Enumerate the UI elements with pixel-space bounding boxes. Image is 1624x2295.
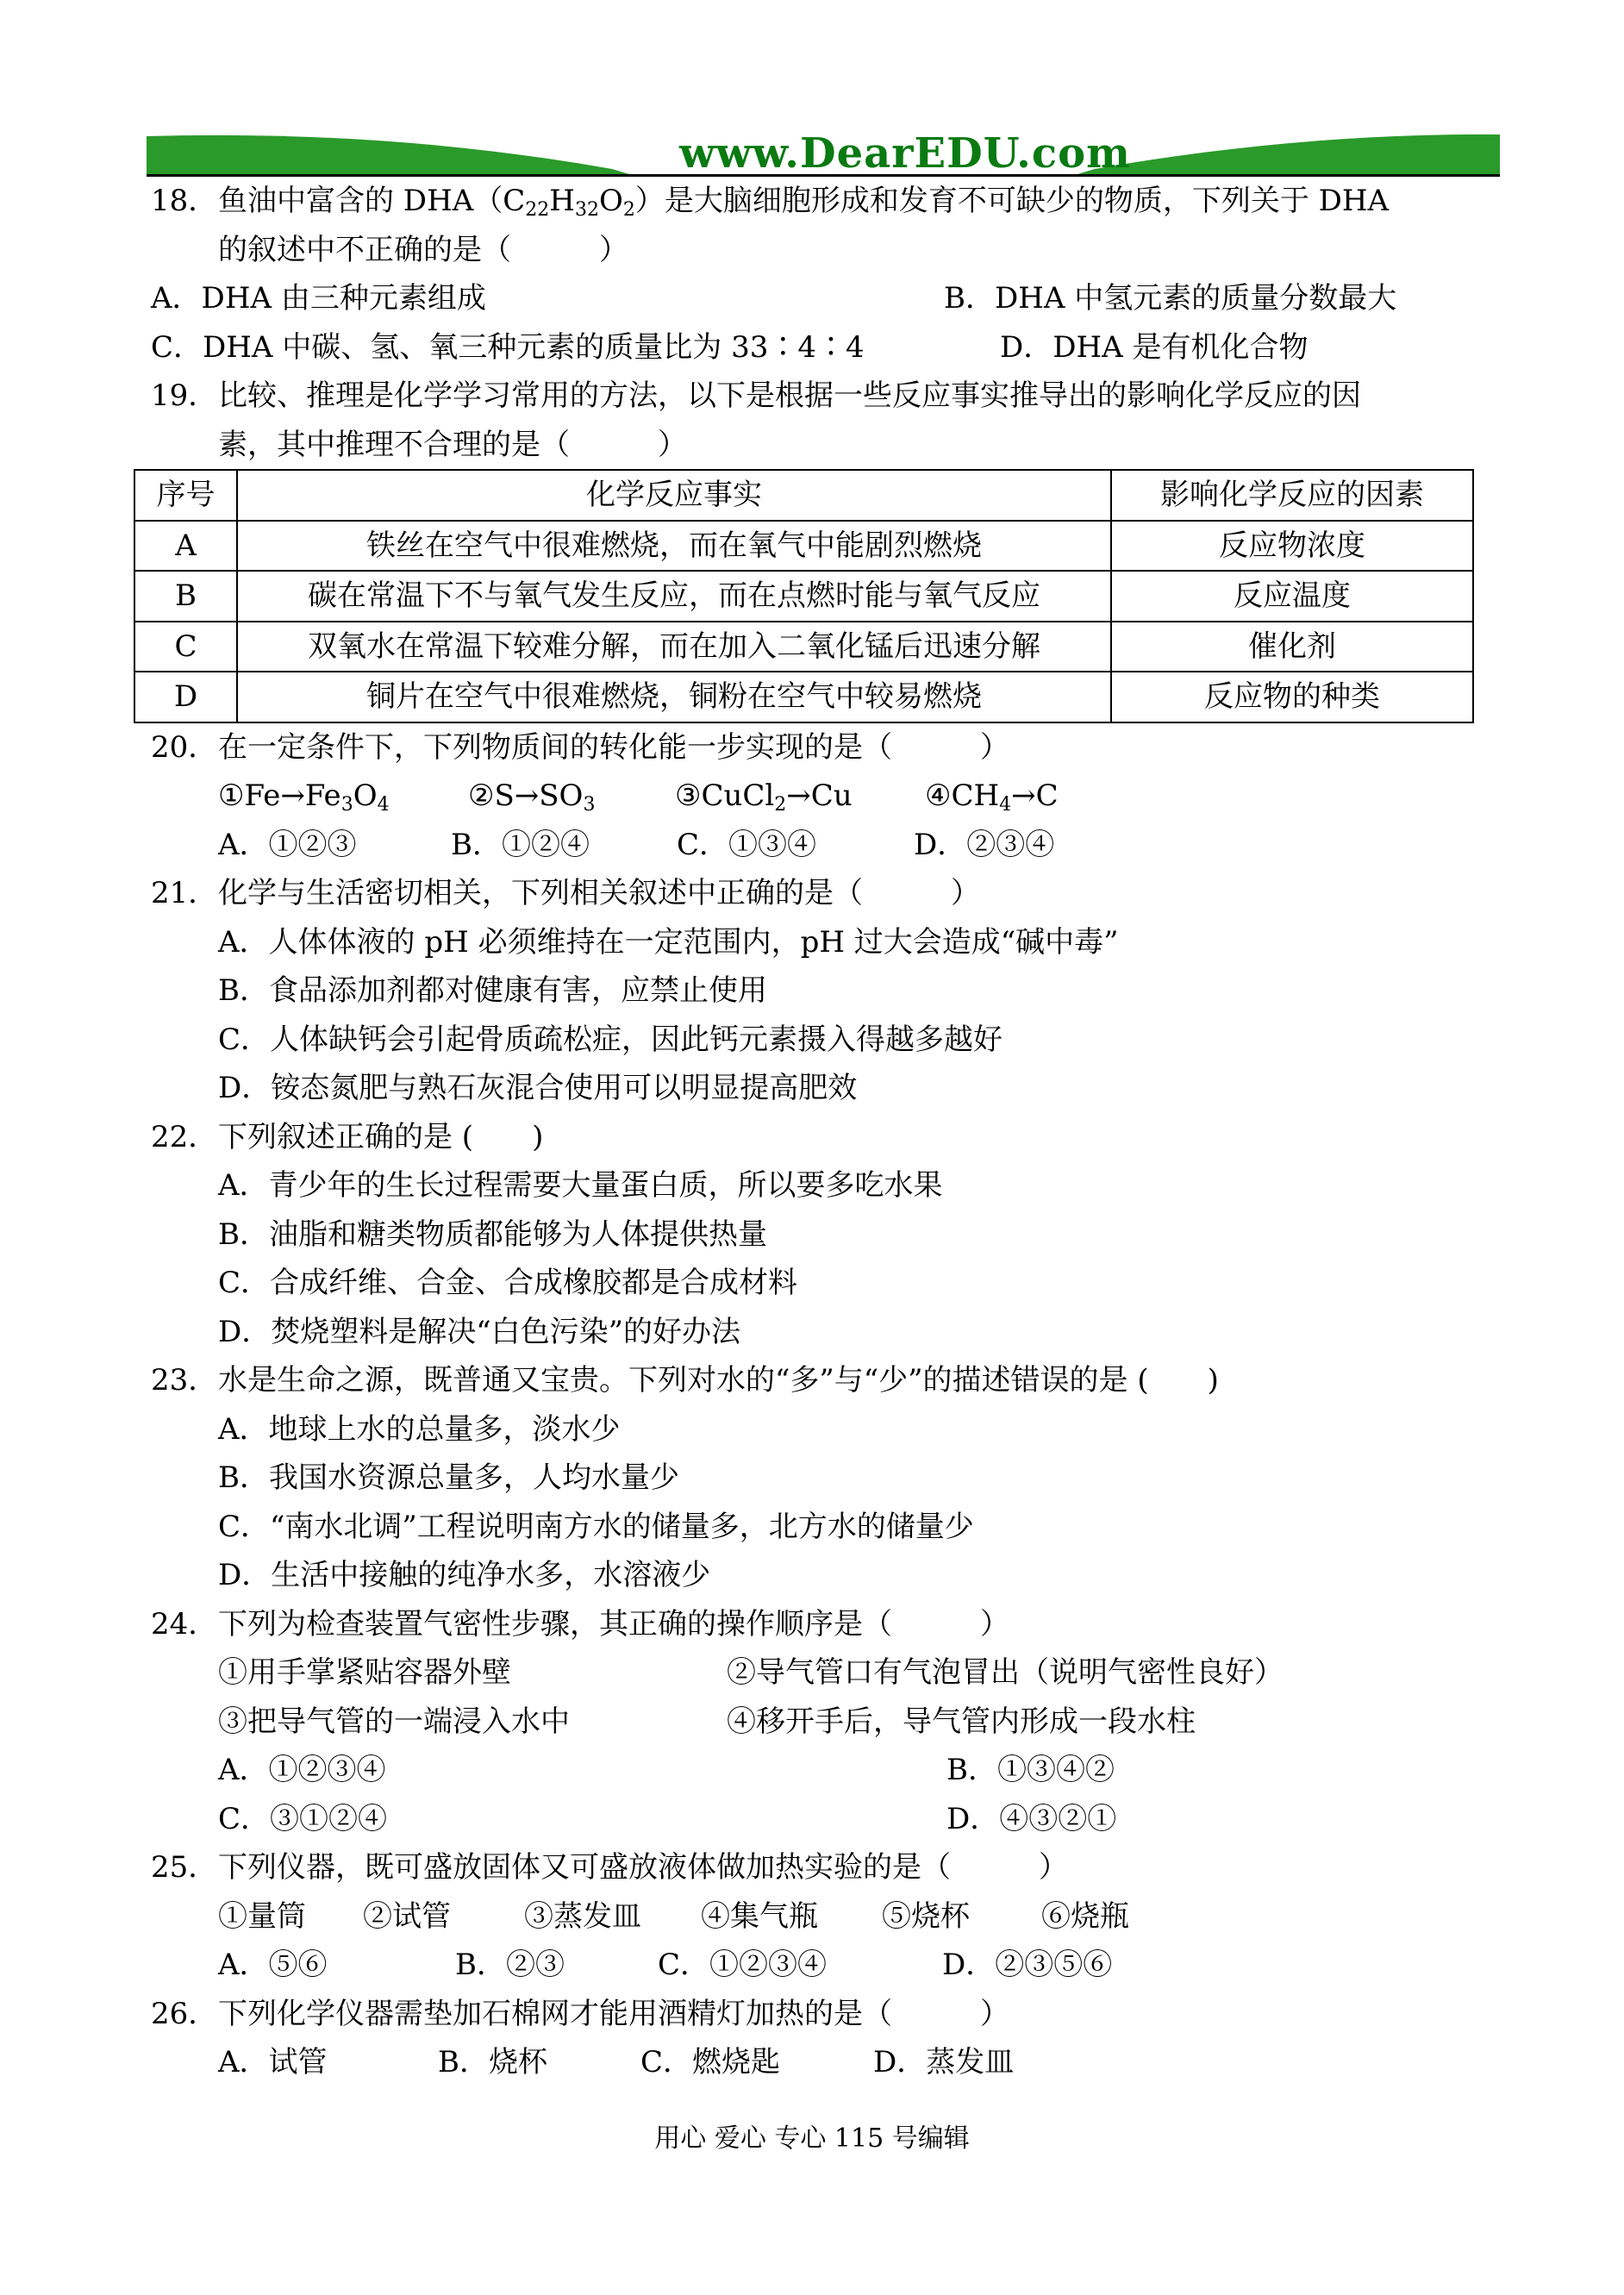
table-cell: 碳在常温下不与氧气发生反应，而在点燃时能与氧气反应 [237, 571, 1111, 622]
q22-number: 22． [151, 1119, 218, 1154]
q21-option-d: D．铵态氮肥与熟石灰混合使用可以明显提高肥效 [218, 1071, 858, 1105]
table-cell: D [134, 672, 237, 722]
q23-stem: 23．水是生命之源，既普通又宝贵。下列对水的“多”与“少”的描述错误的是 ( ) [151, 1356, 1504, 1405]
table-row [134, 672, 1473, 722]
q20-item-3: ③CuCl$_2$→Cu [675, 779, 853, 816]
table-cell: 双氧水在常温下较难分解，而在加入二氧化锰后迅速分解 [237, 622, 1111, 672]
q20-item-2: $②S\to SO_3$ [468, 779, 596, 816]
q23-option-a: A．地球上水的总量多，淡水少 [218, 1411, 621, 1447]
q20-option-a: A．①②③ [218, 827, 357, 862]
table-header: 序号 [134, 470, 237, 521]
q24-number: 24． [151, 1606, 218, 1642]
page-header [147, 129, 1500, 181]
q21-option-c: C．人体缺钙会引起骨质疏松症，因此钙元素摄入得越多越好 [218, 1022, 1003, 1057]
q25-item: ②试管 [363, 1898, 451, 1934]
q23-number: 23． [151, 1363, 218, 1398]
table-cell: 铜片在空气中很难燃烧，铜粉在空气中较易燃烧 [237, 672, 1111, 722]
q20-number: 20． [151, 729, 218, 765]
table-header: 影响化学反应的因素 [1111, 470, 1473, 521]
q18-stem-line2: 的叙述中不正确的是（ ） [218, 232, 628, 267]
q21-option-a: A．人体体液的 pH 必须维持在一定范围内，pH 过大会造成“碱中毒” [218, 924, 1119, 960]
q25-item: ⑥烧瓶 [1041, 1898, 1129, 1934]
exam-content [151, 177, 1504, 2087]
table-row [134, 622, 1473, 672]
page-footer: 用心 爱心 专心 115 号编辑 [654, 2123, 970, 2154]
q19-stem-line1: 19．比较、推理是化学学习常用的方法，以下是根据一些反应事实推导出的影响化学反应的因 [151, 372, 1504, 421]
table-header: 化学反应事实 [237, 470, 1111, 521]
q24-steps-12 [151, 1648, 1504, 1698]
table-cell: 反应物的种类 [1111, 672, 1473, 722]
header-url[interactable]: www.DearEDU.com [679, 129, 1131, 178]
q24-options-cd [151, 1795, 1504, 1844]
table-cell: B [134, 571, 237, 622]
table-cell: A [134, 521, 237, 572]
table-cell: 反应温度 [1111, 571, 1473, 622]
q22-option-c: C．合成纤维、合金、合成橡胶都是合成材料 [218, 1266, 798, 1300]
q24-step-4: ④移开手后，导气管内形成一段水柱 [727, 1704, 1196, 1739]
q18-options-cd [151, 323, 1504, 372]
q26-options [151, 2038, 1504, 2087]
table-cell: 铁丝在空气中很难燃烧，而在氧气中能剧烈燃烧 [237, 521, 1111, 572]
q18-option-c: C．DHA 中碳、氢、氧三种元素的质量比为 33∶4∶4 [151, 329, 865, 365]
q20-item-4: $④CH_4\to C$ [925, 779, 1059, 816]
q26-stem: 26．下列化学仪器需垫加石棉网才能用酒精灯加热的是（ ） [151, 1990, 1504, 2039]
q20-item-1: $①Fe\to Fe_3O_4$ [218, 779, 390, 816]
q21-number: 21． [151, 876, 218, 910]
q23-option-b: B．我国水资源总量多，人均水量少 [218, 1460, 679, 1495]
q18-option-b: B．DHA 中氢元素的质量分数最大 [944, 281, 1397, 316]
q24-stem: 24．下列为检查装置气密性步骤，其正确的操作顺序是（ ） [151, 1600, 1504, 1649]
header-swoosh-left [147, 129, 629, 181]
q20-option-d: D．②③④ [914, 827, 1055, 862]
q24-option-d: D．④③②① [946, 1801, 1117, 1836]
q20-items [151, 772, 1504, 821]
q21-stem: 21．化学与生活密切相关，下列相关叙述中正确的是（ ） [151, 869, 1504, 918]
q25-item: ③蒸发皿 [524, 1898, 641, 1934]
q26-number: 26． [151, 1996, 218, 2031]
q23-option-d: D．生活中接触的纯净水多，水溶液少 [218, 1558, 711, 1592]
q26-option-d: D．蒸发皿 [873, 2045, 1015, 2079]
q26-option-c: C．燃烧匙 [640, 2045, 781, 2079]
q25-option-c: C．①②③④ [658, 1948, 828, 1982]
q25-item: ④集气瓶 [701, 1898, 818, 1934]
table-cell: 反应物浓度 [1111, 521, 1473, 572]
q18-option-a: A．DHA 由三种元素组成 [151, 281, 486, 316]
q22-option-d: D．焚烧塑料是解决“白色污染”的好办法 [218, 1314, 741, 1349]
table-cell: C [134, 622, 237, 672]
q25-options [151, 1941, 1504, 1990]
q25-option-b: B．②③ [455, 1948, 565, 1982]
q23-option-c: C．“南水北调”工程说明南方水的储量多，北方水的储量少 [218, 1509, 974, 1544]
q20-option-b: B．①②④ [451, 827, 590, 862]
q19-table [134, 469, 1474, 723]
q18-option-d: D．DHA 是有机化合物 [1000, 329, 1309, 365]
q21-option-b: B．食品添加剂都对健康有害，应禁止使用 [218, 973, 767, 1008]
q26-option-a: A．试管 [218, 2045, 328, 2079]
q25-stem: 25．下列仪器，既可盛放固体又可盛放液体做加热实验的是（ ） [151, 1843, 1504, 1892]
q24-step-2: ②导气管口有气泡冒出（说明气密性良好） [727, 1655, 1284, 1690]
q19-number: 19． [151, 378, 218, 413]
q20-option-c: C．①③④ [677, 827, 817, 862]
q25-item: ①量筒 [218, 1898, 306, 1934]
q18-number: 18． [151, 184, 218, 218]
q26-option-b: B．烧杯 [438, 2045, 547, 2079]
table-cell: 催化剂 [1111, 622, 1473, 672]
q24-step-3: ③把导气管的一端浸入水中 [218, 1704, 570, 1739]
q25-option-d: D．②③⑤⑥ [942, 1948, 1113, 1982]
q24-step-1: ①用手掌紧贴容器外壁 [218, 1655, 511, 1690]
table-header-row [134, 470, 1473, 521]
q25-number: 25． [151, 1850, 218, 1885]
q20-stem: 20．在一定条件下，下列物质间的转化能一步实现的是（ ） [151, 723, 1504, 772]
q19-stem-line2: 素，其中推理不合理的是（ ） [218, 427, 687, 462]
q24-steps-34 [151, 1698, 1504, 1747]
q22-option-b: B．油脂和糖类物质都能够为人体提供热量 [218, 1216, 767, 1252]
table-row [134, 571, 1473, 622]
q18-stem-line1: 18．鱼油中富含的 $DHA(C_{22}H_{32}O_2)$是大脑细胞形成和发育不可缺少的物质，下列关于 DHA [151, 177, 1504, 226]
q18-options-ab [151, 274, 1504, 323]
q24-options-ab [151, 1746, 1504, 1795]
q24-option-a: A．①②③④ [218, 1753, 386, 1787]
q24-option-c: C．③①②④ [218, 1801, 388, 1836]
q22-option-a: A．青少年的生长过程需要大量蛋白质，所以要多吃水果 [218, 1168, 943, 1203]
table-row [134, 521, 1473, 572]
q24-option-b: B．①③④② [946, 1753, 1115, 1787]
q25-items [151, 1892, 1504, 1942]
q25-option-a: A．⑤⑥ [218, 1948, 328, 1982]
q22-stem: 22．下列叙述正确的是 ( ) [151, 1113, 1504, 1162]
q20-options [151, 821, 1504, 870]
q25-item: ⑤烧杯 [882, 1898, 970, 1934]
